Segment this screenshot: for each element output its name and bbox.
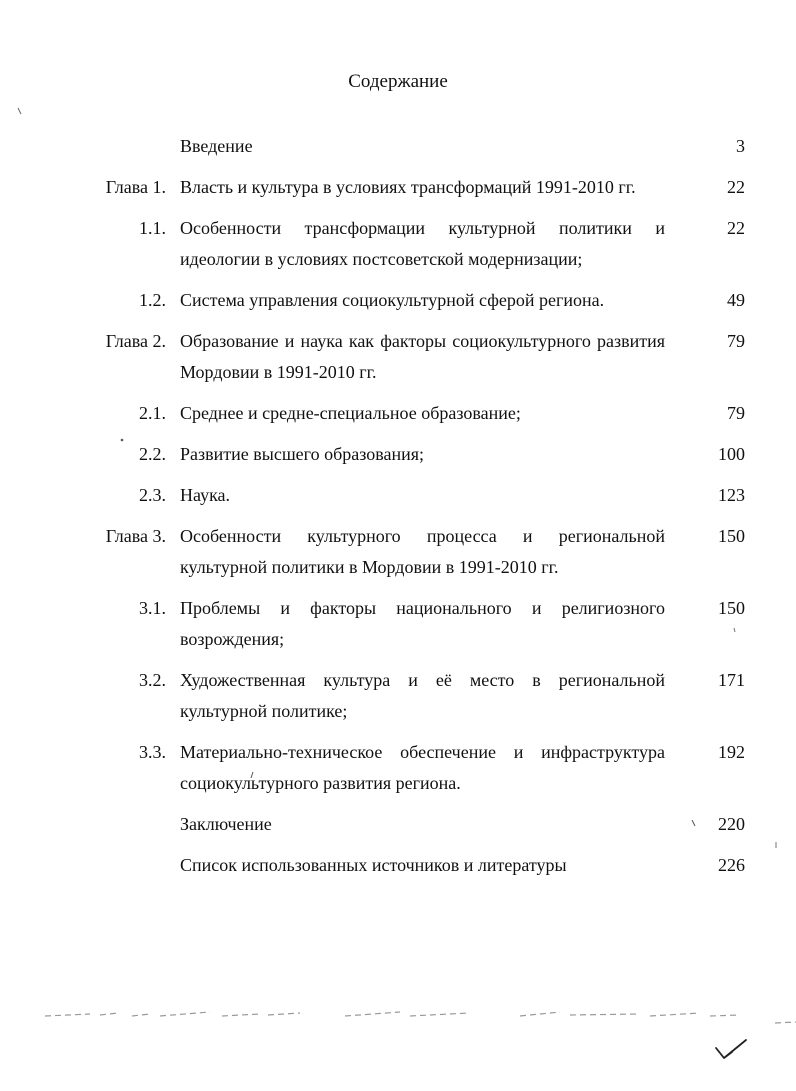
toc-entry-section-3-1 xyxy=(100,593,745,655)
toc-entry-title: Заключение xyxy=(180,814,272,834)
toc-entry-chapter-1 xyxy=(100,172,745,203)
toc-entry-title: Список использованных источников и литературы xyxy=(180,855,567,875)
toc-entry-title: Художественная культура и её место в региональной культурной политике; xyxy=(180,670,665,721)
toc-entry-introduction xyxy=(100,131,745,162)
toc-entry-section-2-2 xyxy=(100,439,745,470)
toc-entry-bibliography xyxy=(100,850,745,881)
toc-entry-section-3-2 xyxy=(100,665,745,727)
toc-entry-title: Развитие высшего образования; xyxy=(180,444,425,464)
toc-entry-number: Глава 3. xyxy=(105,526,166,546)
toc-entry-title: Особенности трансформации культурной политики и идеологии в условиях постсоветской модернизации; xyxy=(180,218,665,269)
toc-entry-number: Глава 1. xyxy=(105,177,166,197)
toc-entry-number: 2.2. xyxy=(139,444,166,464)
toc-entry-number: 2.3. xyxy=(139,485,166,505)
toc-entry-page: 220 xyxy=(718,814,745,834)
toc-entry-page: 150 xyxy=(718,526,745,546)
toc-entry-page: 79 xyxy=(727,331,745,351)
toc-entry-title: Особенности культурного процесса и региональной культурной политики в Мордовии в 1991-2010 гг. xyxy=(180,526,665,577)
toc-entry-section-2-3 xyxy=(100,480,745,511)
toc-entry-page: 49 xyxy=(727,290,745,310)
toc-entry-title: Проблемы и факторы национального и религиозного возрождения; xyxy=(180,598,665,649)
toc-entry-page: 192 xyxy=(718,742,745,762)
page-title: Содержание xyxy=(348,71,448,92)
toc-entry-title: Введение xyxy=(180,136,253,156)
table-of-contents xyxy=(100,131,745,891)
toc-entry-page: 226 xyxy=(718,855,745,875)
toc-entry-chapter-2 xyxy=(100,326,745,388)
toc-entry-title: Система управления социокультурной сферой региона. xyxy=(180,290,605,310)
toc-entry-page: 150 xyxy=(718,598,745,618)
toc-entry-page: 100 xyxy=(718,444,745,464)
toc-entry-title: Среднее и средне-специальное образование; xyxy=(180,403,521,423)
toc-entry-conclusion xyxy=(100,809,745,840)
toc-entry-section-2-1 xyxy=(100,398,745,429)
toc-entry-title: Материально-техническое обеспечение и инфраструктура социокультурного развития региона. xyxy=(180,742,665,793)
toc-entry-section-1-1 xyxy=(100,213,745,275)
toc-entry-number: 3.3. xyxy=(139,742,166,762)
toc-entry-page: 123 xyxy=(718,485,745,505)
toc-entry-title: Образование и наука как факторы социокультурного развития Мордовии в 1991-2010 гг. xyxy=(180,331,665,382)
toc-entry-page: 22 xyxy=(727,218,745,238)
toc-entry-title: Власть и культура в условиях трансформаций 1991-2010 гг. xyxy=(180,177,636,197)
toc-entry-number: 1.2. xyxy=(139,290,166,310)
toc-entry-number: 2.1. xyxy=(139,403,166,423)
toc-entry-section-1-2 xyxy=(100,285,745,316)
toc-entry-number: 1.1. xyxy=(139,218,166,238)
toc-entry-page: 79 xyxy=(727,403,745,423)
toc-entry-number: Глава 2. xyxy=(105,331,166,351)
toc-entry-number: 3.2. xyxy=(139,670,166,690)
toc-entry-section-3-3 xyxy=(100,737,745,799)
toc-entry-chapter-3 xyxy=(100,521,745,583)
toc-entry-page: 3 xyxy=(736,136,745,156)
toc-entry-title: Наука. xyxy=(180,485,231,505)
toc-entry-page: 171 xyxy=(718,670,745,690)
toc-entry-page: 22 xyxy=(727,177,745,197)
toc-entry-number: 3.1. xyxy=(139,598,166,618)
